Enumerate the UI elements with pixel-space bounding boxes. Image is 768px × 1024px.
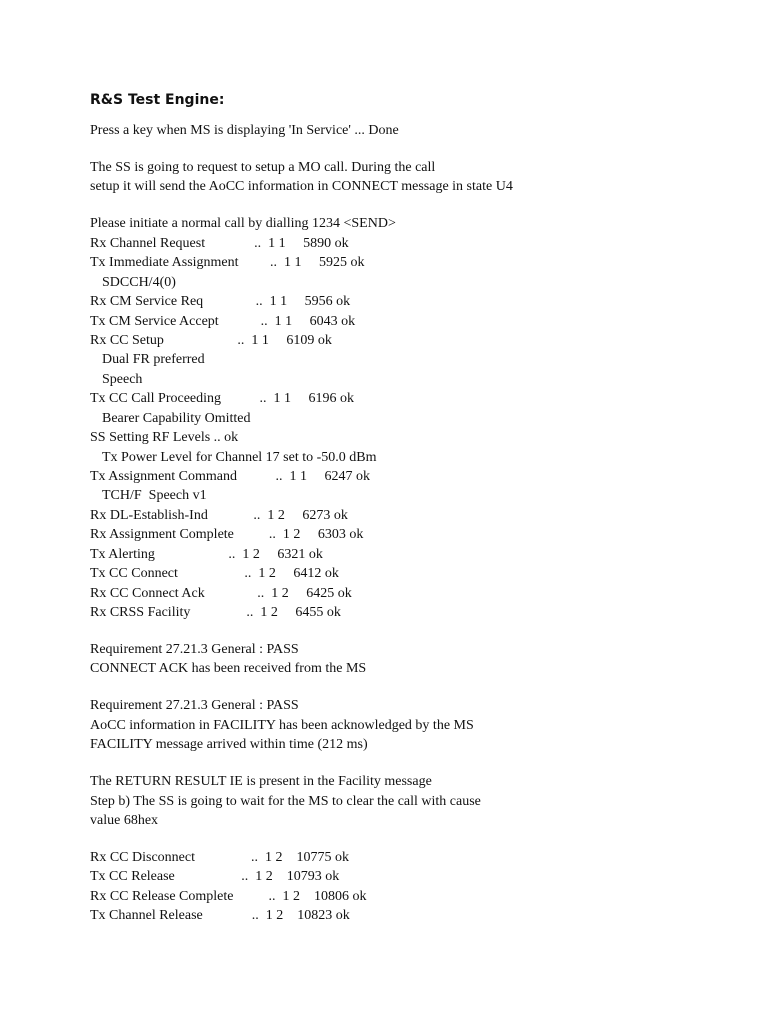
log-line: Tx CC Release .. 1 2 10793 ok [90, 869, 340, 885]
log-line: TCH/F Speech v1 [102, 488, 207, 504]
blank-line [90, 197, 730, 215]
log-line: SS Setting RF Levels .. ok [90, 430, 239, 446]
blank-line [90, 679, 730, 697]
test-log-body [90, 121, 730, 926]
log-line: Tx CC Call Proceeding .. 1 1 6196 ok [90, 391, 355, 407]
log-line: Tx Channel Release .. 1 2 10823 ok [90, 908, 350, 924]
log-line: Tx Immediate Assignment .. 1 1 5925 ok [90, 255, 365, 271]
log-line: AoCC information in FACILITY has been acknowledged by the MS [90, 717, 474, 733]
log-line: SDCCH/4(0) [102, 274, 176, 290]
log-line: Rx Channel Request .. 1 1 5890 ok [90, 235, 349, 251]
log-line: Bearer Capability Omitted [102, 410, 251, 426]
log-line: Rx CC Connect Ack .. 1 2 6425 ok [90, 585, 352, 601]
log-line: FACILITY message arrived within time (212 ms) [90, 737, 368, 753]
log-line: Requirement 27.21.3 General : PASS [90, 642, 299, 657]
log-line: Rx CC Release Complete .. 1 2 10806 ok [90, 888, 367, 904]
log-line: Step b) The SS is going to wait for the MS to clear the call with cause [90, 793, 481, 809]
log-line: The RETURN RESULT IE is present in the Facility message [90, 774, 432, 790]
log-line: Rx CRSS Facility .. 1 2 6455 ok [90, 605, 341, 621]
blank-line [90, 623, 730, 641]
log-line: Requirement 27.21.3 General : PASS [90, 698, 299, 714]
log-line: The SS is going to request to setup a MO call. During the call [90, 159, 436, 175]
log-line: Rx CC Setup .. 1 1 6109 ok [90, 332, 332, 348]
log-line: Rx CM Service Req .. 1 1 5956 ok [90, 294, 351, 310]
log-line: Rx CC Disconnect .. 1 2 10775 ok [90, 850, 349, 865]
log-line: Rx Assignment Complete .. 1 2 6303 ok [90, 527, 364, 543]
log-line: Rx DL-Establish-Ind .. 1 2 6273 ok [90, 507, 348, 523]
log-line: Tx Assignment Command .. 1 1 6247 ok [90, 469, 370, 484]
log-line: Press a key when MS is displaying 'In Service' ... Done [90, 123, 399, 138]
log-line: Tx Power Level for Channel 17 set to -50.0 dBm [102, 449, 377, 465]
log-line: Tx CM Service Accept .. 1 1 6043 ok [90, 313, 356, 329]
log-line: Speech [102, 371, 143, 387]
log-line: Tx CC Connect .. 1 2 6412 ok [90, 566, 339, 582]
log-line: value 68hex [90, 813, 159, 829]
blank-line [90, 831, 730, 849]
blank-line [90, 755, 730, 773]
log-line: Tx Alerting .. 1 2 6321 ok [90, 546, 323, 562]
log-line: CONNECT ACK has been received from the MS [90, 661, 367, 677]
log-line: Dual FR preferred [102, 352, 205, 368]
document-heading: R&S Test Engine: [90, 92, 225, 108]
blank-line [90, 140, 730, 158]
log-line: Please initiate a normal call by dialling 1234 <SEND> [90, 216, 396, 232]
log-line: setup it will send the AoCC information in CONNECT message in state U4 [90, 179, 513, 195]
